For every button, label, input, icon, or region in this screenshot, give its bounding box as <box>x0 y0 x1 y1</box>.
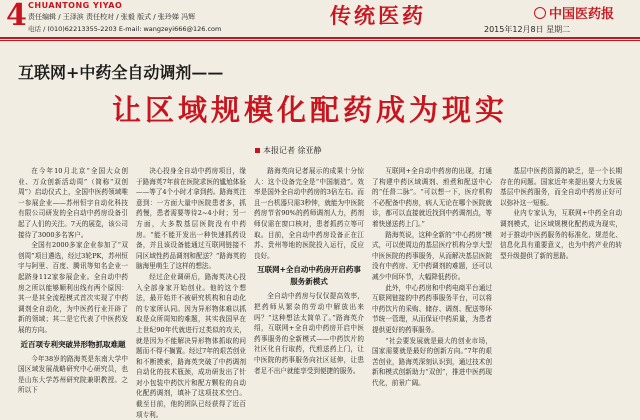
masthead-seal-icon <box>534 7 546 19</box>
editor-credits: 责任编辑 / 王泽滨 责任校对 / 张毅 版式 / 张玲娣 冯辉 <box>28 13 196 21</box>
newspaper-masthead <box>534 3 614 22</box>
paragraph: 此外，中心药房和中药电商平台通过互联网链接的中药药事服务平台，可以将中药饮片的采购、储存、调剂、配送等环节统一管理，从而保证中药质量，为患者提供更好的药事服务。 <box>372 283 492 334</box>
article-headline: 让区域规模化配药成为现实 <box>112 93 509 127</box>
section-title: 传统医药 <box>330 4 426 28</box>
paragraph: 在今年10月北京“全国大众创业、万众创新活动周”（简称“双创周”）启动仪式上，全国中医药领域唯一参展企业——苏州恒宇自动化科技有限公司研发的全自动中药房设备引起了人们的关注。7天的展览，该公司接待了3000多名客户。 <box>18 167 128 239</box>
article-column-1 <box>18 166 128 406</box>
article-column-2 <box>136 166 246 419</box>
paragraph: 路海英向记者展示的成果十分惊人：这个设备完全是“中国制造”。效率是国外全自动中药房的3倍左右。而且一台机器只需3秒钟，就能为中医院药房节省90%的药师调剂人力，药剂师仅需在窗口核对，患者抓药立等可取。目前，全自动中药房设备正在江苏、贵州等地的医院投入运行，反应良好。 <box>254 167 364 260</box>
paragraph: 全自动中药房与仅仅提高效率，把药师从繁杂的劳动中解放出来吗？“这种想法太简单了。”路海英介绍，互联网+全自动中药房开启中医药事服务的全新模式——中药饮片的社区化自行取药，代煎送药上门，让中医院的药事服务向社区延伸，让患者足不出户就能享受到便捷的服务。 <box>254 292 364 375</box>
paragraph: 经过企业调研后，路海英决心投入全部身家开始创业。他的这个想法，最开始并不被研究机构和自动化的专家所认同。因为异形物体难以抓取是众所周知的难题，其实我国早在上世纪90年代就进行过类似的攻关，就是因为不能解决异形物体抓取的问题而不得不搁置。经过7年的艰苦创业和不断摸索，路海英突破了中药调剂自动化的技术瓶颈，成功研发出了针对小包装中药饮片和配方颗粒的自动化配药调剂，填补了这项技术空白。截至目前，他的团队已经获得了近百项专利。 <box>136 272 246 419</box>
paragraph: 全国有2000多家企业参加了“双创周”项目遴选，经过3轮PK，苏州恒宇与阿里、百度、腾讯等知名企业一起跻身112家参展企业。全自动中药房之所以能够顺利出线有两个原因：其一是其全流程模式首次实现了中药调剂全自动化，为中医药行业开辟了新的领域；其二是它代表了中医药发展的方向。 <box>18 241 128 334</box>
article-byline <box>255 145 322 156</box>
paragraph: 基层中医药资源的缺乏，是一个长期存在的问题。国家近年来提出要大力发展基层中医药服务，而全自动中药房正好可以弥补这一短板。 <box>500 167 622 207</box>
page-header <box>0 0 640 40</box>
paragraph: 互联网+全自动中药房的出现，打通了构建中药区域调剂、煎煮和配送中心的“任督二脉”。“可以想一下，医疗机构不必配备中药房，病人无论在哪个医院就诊，都可以直接就近找到中药调剂点，等着快递送药上门。” <box>372 167 492 228</box>
paragraph: 今年38岁的路海英是东南大学中国区域发展战略研究中心研究员，也是山东大学苏州研究院兼职教授。之所以下 <box>18 354 128 395</box>
article-column-4 <box>372 166 492 406</box>
paragraph: “社会要发展就是最大的创业市场，国家需要就是最好的创新方向。”7年的艰苦创业，路海英深刻认识到，通过技术创新和模式创新助力“双创”，推进中医药现代化，前景广阔。 <box>372 336 492 387</box>
paragraph: 业内专家认为，互联网+中药全自动调剂模式，让区域规模化配药成为现实，对于推动中医药服务的标准化、规范化、信息化具有重要意义，也为中药产业的转型升级提供了新的思路。 <box>500 209 622 260</box>
contact-line: 电话 / (010)62213355-2203 E-mail: wangzeyi666@126.com <box>28 25 222 33</box>
byline-marker-icon <box>255 148 260 153</box>
page-number: 4 <box>6 0 27 33</box>
header-rule-thin <box>0 40 640 41</box>
subheading: 近百项专利突破异形物抓取难题 <box>20 339 126 349</box>
masthead-text: 中国医药报 <box>549 7 615 22</box>
article-kicker: 互联网+中药全自动调剂—— <box>18 63 224 82</box>
article-column-5 <box>500 166 622 406</box>
paragraph: 决心投身全自动中药房项目，缘于路海英7年前在医院求医的尴尬体验——等了4个小时才拿到药。路海英注意到：一方面大量中医院患者多，抓药慢，患者需要等待2~4小时；另一方面，大多数基层医院没有中药房。“能不能开发出一种快速抓药设备，并且该设备能通过互联网链接不同区域性药品调剂和配送？”路海英的脑海里萌生了这样的想法。 <box>136 167 246 271</box>
article-column-3 <box>254 166 364 406</box>
paragraph: 路海英说，这种全新的“中心药房”模式，可以使周边的基层医疗机构分享大型中医医院的药事服务，从而解决基层医院没有中药房、无中药调剂的难题，还可以减少中间环节，大幅降低药价。 <box>372 230 492 281</box>
header-rule <box>0 37 640 39</box>
issue-date: 2015年12月8日 星期二 <box>484 25 571 34</box>
section-pinyin: CHUANTONG YIYAO <box>28 1 123 10</box>
subheading: 互联网+全自动中药房开启药事服务新模式 <box>257 265 361 287</box>
byline-text: 本报记者 徐亚静 <box>263 146 322 155</box>
